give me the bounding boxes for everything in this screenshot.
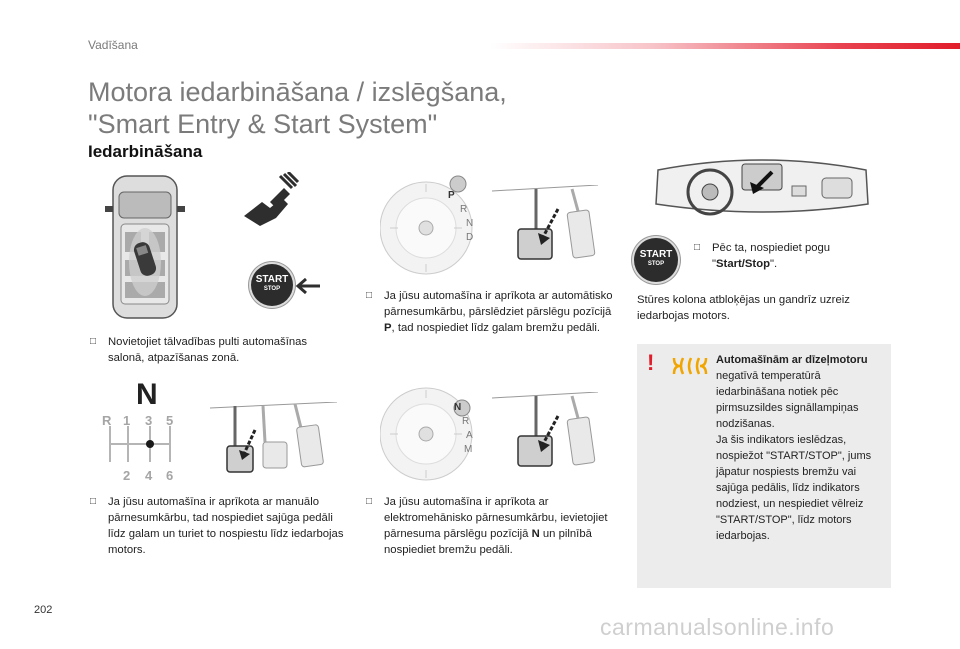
- auto-letter-d: D: [466, 232, 474, 243]
- watermark: carmanualsonline.info: [600, 614, 835, 640]
- page-number: 202: [34, 604, 53, 616]
- instruction-auto-text-bold: P: [384, 322, 392, 334]
- instruction-electromechanical: [366, 494, 620, 558]
- gear-2: 2: [123, 468, 131, 483]
- hand-press-icon: [240, 172, 300, 232]
- instruction-press-text-pre: Pēc ta, nospiediet pogu ": [712, 242, 831, 270]
- steering-unlock-text: Stūres kolona atbloķējas un gandrīz uzreiz iedarbojas motors.: [637, 294, 850, 322]
- section-subtitle: Iedarbināšana: [88, 142, 203, 161]
- bullet-icon: □: [90, 336, 97, 347]
- instruction-press-text-bold: Start/Stop: [716, 258, 770, 270]
- gear-3: 3: [145, 413, 153, 428]
- gear-r: R: [102, 413, 112, 428]
- gear-6: 6: [166, 468, 174, 483]
- start-stop-button-icon-2: [634, 238, 678, 282]
- auto-letter-r: R: [460, 204, 468, 215]
- auto-letter-n: N: [466, 218, 474, 229]
- stop-label: STOP: [263, 286, 281, 292]
- instruction-automatic: [366, 288, 624, 336]
- pedals-ema-illustration: [490, 392, 600, 472]
- gear-5: 5: [166, 413, 174, 428]
- ema-letter-n: N: [454, 402, 462, 413]
- page-title-line2: "Smart Entry & Start System": [88, 109, 438, 139]
- note-body-2: Ja šis indikators ieslēdzas, nospiežot "START/STOP", jums jāpatur nospiests bremžu vai sajūga pedālis, līdz indikators nodziest, un nespiediet vēlreiz "START/STOP", līdz motors iedarbojas.: [716, 434, 872, 542]
- dashboard-illustration: [652, 150, 872, 220]
- auto-selector-illustration: [380, 172, 480, 282]
- bullet-icon: □: [90, 496, 97, 507]
- note-body-1: negatīvā temperatūrā iedarbināšana notiek pēc pirmsuzsildes signāllampiņas nodzišanas.: [716, 370, 859, 430]
- auto-letter-p: P: [448, 190, 455, 201]
- bullet-icon: □: [694, 242, 701, 253]
- ema-letter-r: R: [462, 416, 470, 427]
- instruction-remote: [90, 334, 338, 366]
- instruction-ema-text-bold: N: [531, 528, 540, 540]
- instruction-auto-text-post: , tad nospiediet līdz galam bremžu pedāli.: [391, 322, 601, 334]
- bullet-icon: □: [366, 290, 373, 301]
- note-bold-heading: Automašīnām ar dīzeļmotoru: [716, 354, 868, 366]
- page-title: [88, 76, 507, 140]
- pedals-auto-illustration: [490, 185, 600, 265]
- start-label: START: [255, 274, 289, 285]
- start-label: START: [639, 249, 673, 260]
- instruction-manual: [90, 494, 346, 558]
- instruction-ema-text-post: un pilnībā nospiediet bremžu pedāli.: [384, 528, 592, 556]
- bullet-icon: □: [366, 496, 373, 507]
- gear-4: 4: [145, 468, 153, 483]
- gear-1: 1: [123, 413, 131, 428]
- instruction-remote-text: Novietojiet tālvadības pulti automašīnas salonā, atpazīšanas zonā.: [108, 336, 308, 364]
- header-accent-bar: [490, 43, 960, 49]
- pedals-manual-illustration: [205, 402, 340, 477]
- start-stop-button-icon: [251, 264, 293, 306]
- instruction-manual-text: Ja jūsu automašīna ir aprīkota ar manuālo pārnesumkārbu, tad nospiediet sajūga pedāli līdz galam un turiet to nospiestu līdz iedarbojas motors.: [108, 496, 344, 556]
- warning-exclamation-icon: !: [647, 350, 655, 375]
- section-label: Vadīšana: [88, 38, 138, 52]
- instruction-auto-text-pre: Ja jūsu automašīna ir aprīkota ar automātisko pārnesumkārbu, pārslēdziet pārslēgu pozīcijā: [384, 290, 613, 318]
- car-top-view-illustration: [105, 172, 185, 322]
- instruction-press-start: [694, 240, 832, 272]
- instruction-press-text-post: ".: [770, 258, 778, 270]
- stop-label: STOP: [647, 261, 665, 267]
- arrow-left-icon: [292, 276, 322, 296]
- glow-plug-icon: [670, 354, 710, 378]
- instruction-ema-text-pre: Ja jūsu automašīna ir aprīkota ar elektromehānisko pārnesumkārbu, ievietojiet pārnesuma pārslēgu pozīcijā: [384, 496, 608, 540]
- diesel-note-text: [716, 352, 888, 544]
- ema-selector-illustration: [380, 378, 480, 488]
- gear-indicator-n: N: [136, 378, 158, 411]
- page-title-line1: Motora iedarbināšana / izslēgšana,: [88, 77, 507, 107]
- ema-letter-a: A: [466, 430, 473, 441]
- ema-letter-m: M: [464, 444, 473, 455]
